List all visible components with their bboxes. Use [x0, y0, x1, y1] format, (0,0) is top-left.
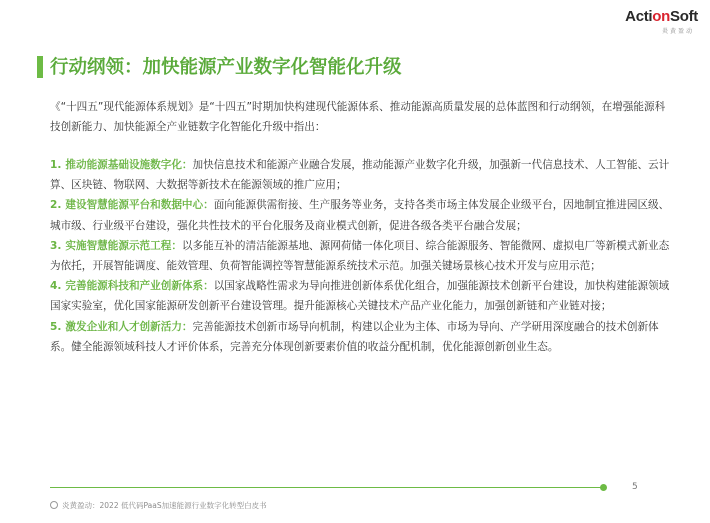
logo-wordmark — [618, 8, 698, 25]
list-item — [50, 195, 670, 235]
footer-dot-icon — [600, 484, 607, 491]
point-body: 以国家战略性需求为导向推进创新体系优化组合，加强能源技术创新平台建设，加快构建能源领域国家实验室，优化国家能源研发创新平台建设管理。提升能源核心关键技术产品产业化能力，加强创新链和产业链对接； — [50, 280, 670, 313]
point-number: 3. — [50, 239, 62, 252]
point-number: 4. — [50, 280, 62, 293]
point-number: 2. — [50, 199, 62, 212]
intro-paragraph: 《“十四五”现代能源体系规划》是“十四五”时期加快构建现代能源体系、推动能源高质量发展的总体蓝图和行动纲领，在增强能源科技创新能力、加快能源全产业链数字化智能化升级中指出： — [50, 101, 666, 133]
footer-divider — [50, 487, 602, 488]
title-accent-bar — [37, 56, 43, 78]
point-body: 面向能源供需衔接、生产服务等业务，支持各类市场主体发展企业级平台，因地制宜推进园区级、城市级、行业级平台建设，强化共性技术的平台化服务及商业模式创新，促进各级各类平台融合发展； — [50, 199, 670, 232]
point-heading: 实施智慧能源示范工程： — [65, 239, 182, 252]
point-heading: 激发企业和人才创新活力： — [65, 320, 193, 333]
list-item — [50, 317, 670, 357]
action-points-list — [50, 155, 670, 357]
point-heading: 推动能源基础设施数字化： — [65, 159, 193, 171]
point-heading: 建设智慧能源平台和数据中心： — [65, 199, 214, 212]
point-body: 完善能源技术创新市场导向机制，构建以企业为主体、市场为导向、产学研用深度融合的技术创新体系。健全能源领域科技人才评价体系，完善充分体现创新要素价值的收益分配机制，优化能源创新创业生态。 — [50, 320, 659, 353]
point-body: 加快信息技术和能源产业融合发展，推动能源产业数字化升级，加强新一代信息技术、人工智能、云计算、区块链、物联网、大数据等新技术在能源领域的推广应用； — [50, 159, 670, 192]
logo-prefix: Acti — [625, 8, 653, 25]
point-number: 1. — [50, 159, 62, 171]
page-number: 5 — [632, 482, 638, 492]
footer-source — [50, 500, 267, 511]
actionsoft-logo — [618, 8, 698, 42]
list-item — [50, 276, 670, 316]
list-item — [50, 155, 670, 195]
logo-subtitle: 炎黄盈动 — [661, 28, 694, 35]
page-title: 行动纲领：加快能源产业数字化智能化升级 — [50, 57, 402, 78]
list-item — [50, 236, 670, 276]
footer-source-text: 炎黄盈动：2022 低代码PaaS加速能源行业数字化转型白皮书 — [62, 501, 267, 510]
logo-accent: on — [652, 8, 671, 25]
brand-circle-icon — [50, 501, 58, 509]
point-body: 以多能互补的清洁能源基地、源网荷储一体化项目、综合能源服务、智能微网、虚拟电厂等新模式新业态为依托，开展智能调度、能效管理、负荷智能调控等智慧能源系统技术示范。加强关键场景核心技术开发与应用示范； — [50, 239, 670, 273]
logo-suffix: Soft — [670, 8, 698, 25]
point-number: 5. — [50, 320, 62, 333]
point-heading: 完善能源科技和产业创新体系： — [65, 280, 214, 293]
